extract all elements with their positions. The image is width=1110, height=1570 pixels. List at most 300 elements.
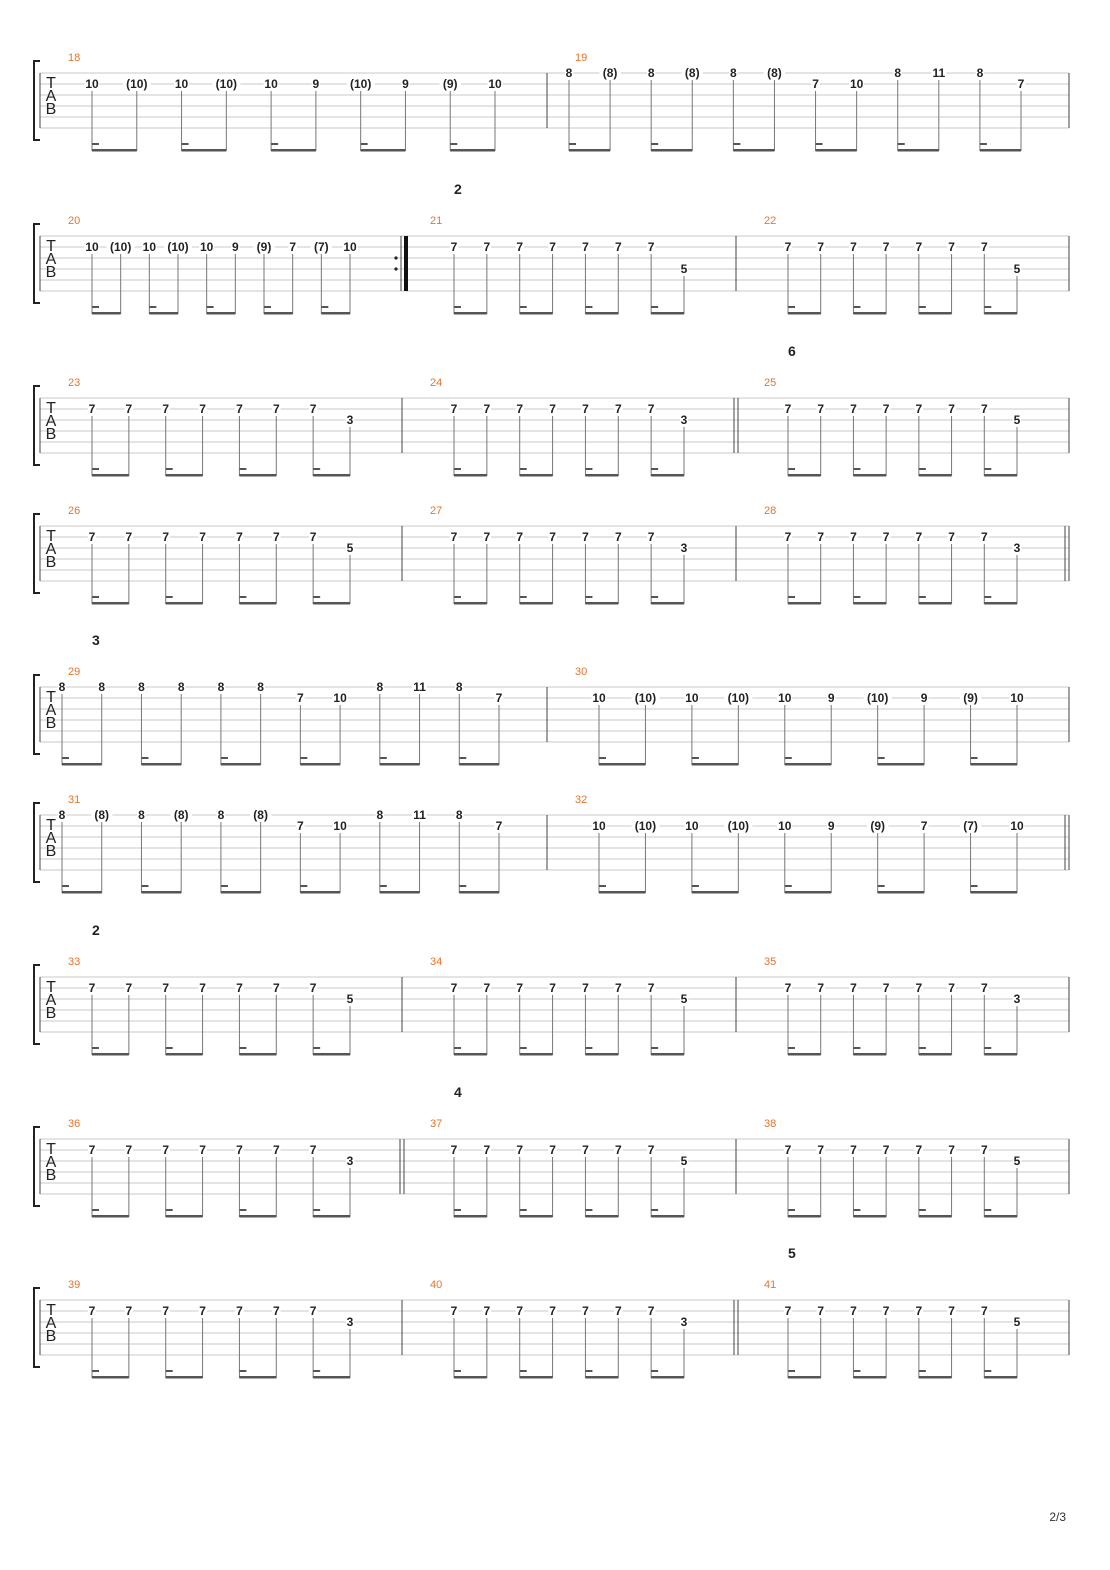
fret-number: 7 <box>948 1143 955 1157</box>
fret-number: 7 <box>516 981 524 995</box>
tab-measure <box>68 377 402 477</box>
section-marker: 2 <box>454 181 462 197</box>
beam-stub <box>651 1047 658 1049</box>
fret-number: 7 <box>549 981 556 995</box>
tab-system <box>34 181 1069 315</box>
clef-letter: A <box>45 830 57 847</box>
tab-measure <box>58 794 547 894</box>
beam <box>599 891 645 894</box>
fret-number: 7 <box>162 1304 170 1318</box>
beam <box>459 763 499 766</box>
clef-letter: A <box>45 992 57 1009</box>
fret-number: 8 <box>565 66 573 80</box>
beam <box>919 1215 952 1218</box>
repeat-dot <box>394 267 397 270</box>
beam <box>221 891 261 894</box>
beam <box>984 1053 1017 1056</box>
fret-number: 7 <box>483 981 491 995</box>
beam <box>166 474 203 477</box>
beam <box>651 474 684 477</box>
fret-number: 8 <box>138 680 145 694</box>
beam <box>585 602 618 605</box>
clef-letter: A <box>45 702 57 719</box>
beam-stub <box>92 306 99 308</box>
beam-stub <box>984 306 991 308</box>
fret-number: (10) <box>866 691 889 705</box>
clef-letter: A <box>45 413 57 430</box>
system-bracket <box>34 61 40 140</box>
measure-number: 40 <box>430 1279 443 1291</box>
tab-measure <box>764 1279 1069 1379</box>
measure-number: 41 <box>764 1279 777 1291</box>
system-bracket <box>34 1288 40 1367</box>
beam <box>239 1376 276 1379</box>
beam-stub <box>853 1047 860 1049</box>
beam-stub <box>239 1209 246 1211</box>
beam <box>454 312 487 315</box>
beam-stub <box>971 885 978 887</box>
tab-measure <box>430 1279 738 1379</box>
beam-stub <box>239 468 246 470</box>
beam <box>182 149 227 152</box>
tab-measure <box>565 52 1069 152</box>
fret-number: 7 <box>88 1304 96 1318</box>
tab-measure <box>764 956 1069 1056</box>
fret-number: 7 <box>850 1304 857 1318</box>
fret-number: (10) <box>727 819 750 833</box>
beam <box>651 1376 684 1379</box>
beam-stub <box>692 885 699 887</box>
fret-number: 5 <box>1013 1315 1021 1329</box>
beam <box>651 1053 684 1056</box>
tab-measure <box>68 505 402 605</box>
tab-clef <box>46 979 57 1022</box>
section-marker: 3 <box>92 632 100 648</box>
beam-stub <box>585 306 592 308</box>
beam-stub <box>520 306 527 308</box>
beam-stub <box>62 757 69 759</box>
beam <box>971 763 1017 766</box>
beam <box>853 474 886 477</box>
beam-stub <box>141 885 148 887</box>
beam-stub <box>520 1370 527 1372</box>
fret-number: 7 <box>647 981 655 995</box>
beam <box>599 763 645 766</box>
fret-number: 7 <box>483 1304 491 1318</box>
fret-number: 7 <box>647 530 655 544</box>
fret-number: 7 <box>495 691 503 705</box>
measure-number: 19 <box>575 52 588 64</box>
fret-number: 7 <box>297 691 304 705</box>
measure-number: 25 <box>764 377 777 389</box>
beam-stub <box>853 468 860 470</box>
fret-number: 8 <box>58 680 66 694</box>
beam-stub <box>788 596 795 598</box>
fret-number: 7 <box>162 402 170 416</box>
fret-number: 9 <box>920 691 928 705</box>
clef-letter: A <box>45 1154 57 1171</box>
fret-number: 11 <box>413 808 426 822</box>
beam-stub <box>569 143 576 145</box>
clef-letter: A <box>45 1315 57 1332</box>
beam-stub <box>984 1047 991 1049</box>
tab-measure <box>764 1118 1069 1218</box>
fret-number: (8) <box>173 808 189 822</box>
beam <box>585 1376 618 1379</box>
fret-number: (7) <box>963 819 978 833</box>
tab-measure <box>430 956 736 1056</box>
beam-stub <box>92 1370 99 1372</box>
beam-stub <box>92 468 99 470</box>
fret-number: 7 <box>495 819 503 833</box>
beam <box>62 891 102 894</box>
beam-stub <box>321 306 328 308</box>
beam-stub <box>313 468 320 470</box>
beam-stub <box>984 1209 991 1211</box>
fret-number: 7 <box>784 1304 792 1318</box>
measure-number: 20 <box>68 215 81 227</box>
tab-measure <box>68 956 402 1056</box>
clef-letter: B <box>45 554 57 571</box>
beam <box>520 474 553 477</box>
beam-stub <box>166 1370 173 1372</box>
fret-number: 7 <box>199 981 206 995</box>
beam <box>788 1053 821 1056</box>
tab-measure <box>430 1118 736 1218</box>
beam <box>651 312 684 315</box>
beam-stub <box>92 1209 99 1211</box>
fret-number: 8 <box>455 680 463 694</box>
fret-number: 7 <box>614 1143 622 1157</box>
beam-stub <box>788 1370 795 1372</box>
fret-number: 9 <box>231 240 239 254</box>
beam-stub <box>380 885 387 887</box>
beam-stub <box>692 757 699 759</box>
fret-number: 7 <box>850 1143 857 1157</box>
beam-stub <box>454 1370 461 1372</box>
tab-system <box>34 1084 1069 1218</box>
beam-stub <box>313 1370 320 1372</box>
beam-stub <box>361 143 368 145</box>
beam <box>239 474 276 477</box>
clef-letter: T <box>46 400 56 417</box>
fret-number: 7 <box>582 1304 589 1318</box>
beam-stub <box>149 306 156 308</box>
clef-letter: T <box>46 528 56 545</box>
beam <box>788 312 821 315</box>
fret-number: 8 <box>730 66 737 80</box>
beam-stub <box>971 757 978 759</box>
beam-stub <box>651 596 658 598</box>
measure-number: 30 <box>575 666 588 678</box>
measure-number: 21 <box>430 215 443 227</box>
beam-stub <box>454 596 461 598</box>
beam <box>92 602 129 605</box>
fret-number: 7 <box>483 1143 491 1157</box>
clef-letter: A <box>45 88 57 105</box>
beam <box>62 763 102 766</box>
tab-measure <box>58 666 547 766</box>
beam-stub <box>380 757 387 759</box>
tab-measure <box>430 377 738 477</box>
beam-stub <box>853 1209 860 1211</box>
beam <box>984 474 1017 477</box>
fret-number: 7 <box>647 240 655 254</box>
beam <box>141 891 181 894</box>
fret-number: 8 <box>376 808 384 822</box>
beam-stub <box>92 596 99 598</box>
beam <box>733 149 774 152</box>
fret-number: 7 <box>483 402 491 416</box>
fret-number: 7 <box>199 402 206 416</box>
fret-number: 7 <box>850 981 857 995</box>
fret-number: 10 <box>849 77 864 91</box>
beam <box>853 1215 886 1218</box>
fret-number: 5 <box>346 541 354 555</box>
tab-clef <box>46 75 57 118</box>
tab-measure <box>68 1279 402 1379</box>
beam-stub <box>853 306 860 308</box>
tab-system <box>34 505 1069 605</box>
fret-number: 7 <box>614 1304 622 1318</box>
fret-number: 7 <box>289 240 297 254</box>
beam-stub <box>733 143 740 145</box>
fret-number: 7 <box>915 981 923 995</box>
fret-number: 7 <box>882 981 890 995</box>
beam-stub <box>651 1370 658 1372</box>
system-bracket <box>34 386 40 465</box>
fret-number: 7 <box>614 981 622 995</box>
measure-number: 39 <box>68 1279 81 1291</box>
fret-number: 7 <box>272 402 280 416</box>
beam-stub <box>788 1047 795 1049</box>
beam <box>520 1215 553 1218</box>
fret-number: 7 <box>162 981 170 995</box>
beam-stub <box>454 306 461 308</box>
fret-number: 10 <box>174 77 189 91</box>
fret-number: 7 <box>882 402 890 416</box>
fret-number: 7 <box>980 530 988 544</box>
tab-measure <box>764 215 1069 315</box>
beam <box>971 891 1017 894</box>
tab-clef <box>46 400 57 443</box>
beam-stub <box>878 757 885 759</box>
beam <box>92 1053 129 1056</box>
measure-number: 26 <box>68 505 81 517</box>
beam-stub <box>585 1370 592 1372</box>
beam-stub <box>651 306 658 308</box>
beam-stub <box>651 1209 658 1211</box>
beam <box>239 1215 276 1218</box>
fret-number: 7 <box>915 402 923 416</box>
beam-stub <box>520 1209 527 1211</box>
fret-number: 7 <box>549 1143 556 1157</box>
beam <box>300 891 340 894</box>
fret-number: 7 <box>582 240 589 254</box>
beam <box>569 149 610 152</box>
fret-number: 7 <box>915 530 923 544</box>
clef-letter: B <box>45 264 57 281</box>
fret-number: 7 <box>516 1143 524 1157</box>
tab-measure <box>575 794 1069 894</box>
beam-stub <box>454 1047 461 1049</box>
fret-number: 7 <box>162 1143 170 1157</box>
fret-number: 10 <box>1010 691 1024 705</box>
fret-number: 7 <box>272 530 280 544</box>
beam-stub <box>221 885 228 887</box>
tab-clef <box>46 1141 57 1184</box>
fret-number: (8) <box>253 808 268 822</box>
fret-number: 7 <box>1017 77 1025 91</box>
fret-number: (10) <box>727 691 750 705</box>
fret-number: 7 <box>125 402 133 416</box>
beam <box>313 474 350 477</box>
fret-number: 10 <box>685 691 699 705</box>
beam-stub <box>788 1209 795 1211</box>
fret-number: 7 <box>516 402 524 416</box>
fret-number: 8 <box>98 680 106 694</box>
beam-stub <box>313 1047 320 1049</box>
fret-number: 7 <box>882 240 890 254</box>
beam-stub <box>919 1209 926 1211</box>
fret-number: 7 <box>915 1143 923 1157</box>
beam-stub <box>141 757 148 759</box>
fret-number: (10) <box>215 77 238 91</box>
fret-number: 5 <box>680 992 688 1006</box>
beam-stub <box>459 757 466 759</box>
beam <box>207 312 236 315</box>
beam <box>984 1376 1017 1379</box>
fret-number: 7 <box>450 530 458 544</box>
fret-number: 7 <box>784 402 792 416</box>
fret-number: 7 <box>614 240 622 254</box>
beam-stub <box>984 596 991 598</box>
fret-number: (10) <box>109 240 132 254</box>
system-bracket <box>34 224 40 303</box>
beam <box>898 149 939 152</box>
clef-letter: B <box>45 1328 57 1345</box>
beam <box>459 891 499 894</box>
beam <box>980 149 1021 152</box>
beam-stub <box>599 757 606 759</box>
beam <box>313 602 350 605</box>
beam <box>92 1215 129 1218</box>
fret-number: 7 <box>309 1143 317 1157</box>
fret-number: 7 <box>236 981 243 995</box>
fret-number: 8 <box>376 680 384 694</box>
fret-number: 7 <box>450 1304 458 1318</box>
clef-letter: B <box>45 1005 57 1022</box>
beam-stub <box>92 143 99 145</box>
fret-number: 8 <box>58 808 66 822</box>
measure-number: 22 <box>764 215 777 227</box>
measure-number: 35 <box>764 956 777 968</box>
fret-number: 7 <box>817 402 825 416</box>
measure-number: 31 <box>68 794 81 806</box>
fret-number: 10 <box>778 819 792 833</box>
tab-measure <box>68 52 547 152</box>
beam-stub <box>454 468 461 470</box>
tab-measure <box>430 215 736 315</box>
tab-system <box>34 52 1069 152</box>
fret-number: 10 <box>778 691 792 705</box>
beam-stub <box>207 306 214 308</box>
fret-number: 7 <box>272 1304 280 1318</box>
beam <box>313 1215 350 1218</box>
fret-number: 7 <box>88 1143 96 1157</box>
fret-number: 10 <box>199 240 214 254</box>
fret-number: 7 <box>850 530 857 544</box>
beam-stub <box>919 1047 926 1049</box>
fret-number: 7 <box>297 819 304 833</box>
fret-number: 10 <box>85 77 99 91</box>
beam-stub <box>919 468 926 470</box>
fret-number: (8) <box>767 66 782 80</box>
beam <box>264 312 293 315</box>
fret-number: 7 <box>272 1143 280 1157</box>
beam-stub <box>785 757 792 759</box>
fret-number: 7 <box>980 981 988 995</box>
fret-number: 10 <box>592 691 606 705</box>
beam <box>919 1376 952 1379</box>
beam <box>361 149 406 152</box>
fret-number: 7 <box>549 530 556 544</box>
fret-number: 7 <box>309 981 317 995</box>
tab-measure <box>68 1118 404 1218</box>
fret-number: 10 <box>1010 819 1024 833</box>
beam <box>520 1053 553 1056</box>
system-bracket <box>34 1127 40 1206</box>
beam-stub <box>980 143 987 145</box>
system-bracket <box>34 965 40 1044</box>
beam-stub <box>984 468 991 470</box>
fret-number: 11 <box>413 680 426 694</box>
fret-number: 8 <box>894 66 902 80</box>
fret-number: 8 <box>257 680 264 694</box>
beam <box>816 149 857 152</box>
beam-stub <box>585 1047 592 1049</box>
fret-number: 7 <box>784 530 792 544</box>
fret-number: 10 <box>333 819 347 833</box>
fret-number: 3 <box>1013 541 1021 555</box>
fret-number: 10 <box>488 77 502 91</box>
beam-stub <box>816 143 823 145</box>
tab-system <box>34 343 1069 477</box>
tab-measure <box>68 215 406 315</box>
beam <box>92 149 137 152</box>
fret-number: 10 <box>343 240 357 254</box>
beam-stub <box>984 1370 991 1372</box>
beam <box>788 1215 821 1218</box>
clef-letter: T <box>46 817 56 834</box>
beam <box>853 312 886 315</box>
fret-number: 7 <box>582 981 589 995</box>
clef-letter: A <box>45 541 57 558</box>
beam <box>221 763 261 766</box>
fret-number: (7) <box>313 240 329 254</box>
beam-stub <box>651 468 658 470</box>
repeat-dot <box>394 256 397 259</box>
beam <box>166 602 203 605</box>
fret-number: 10 <box>685 819 699 833</box>
beam-stub <box>166 1047 173 1049</box>
beam-stub <box>239 596 246 598</box>
system-bracket <box>34 514 40 593</box>
fret-number: (8) <box>602 66 618 80</box>
fret-number: 7 <box>882 530 890 544</box>
beam-stub <box>300 885 307 887</box>
beam <box>380 891 420 894</box>
